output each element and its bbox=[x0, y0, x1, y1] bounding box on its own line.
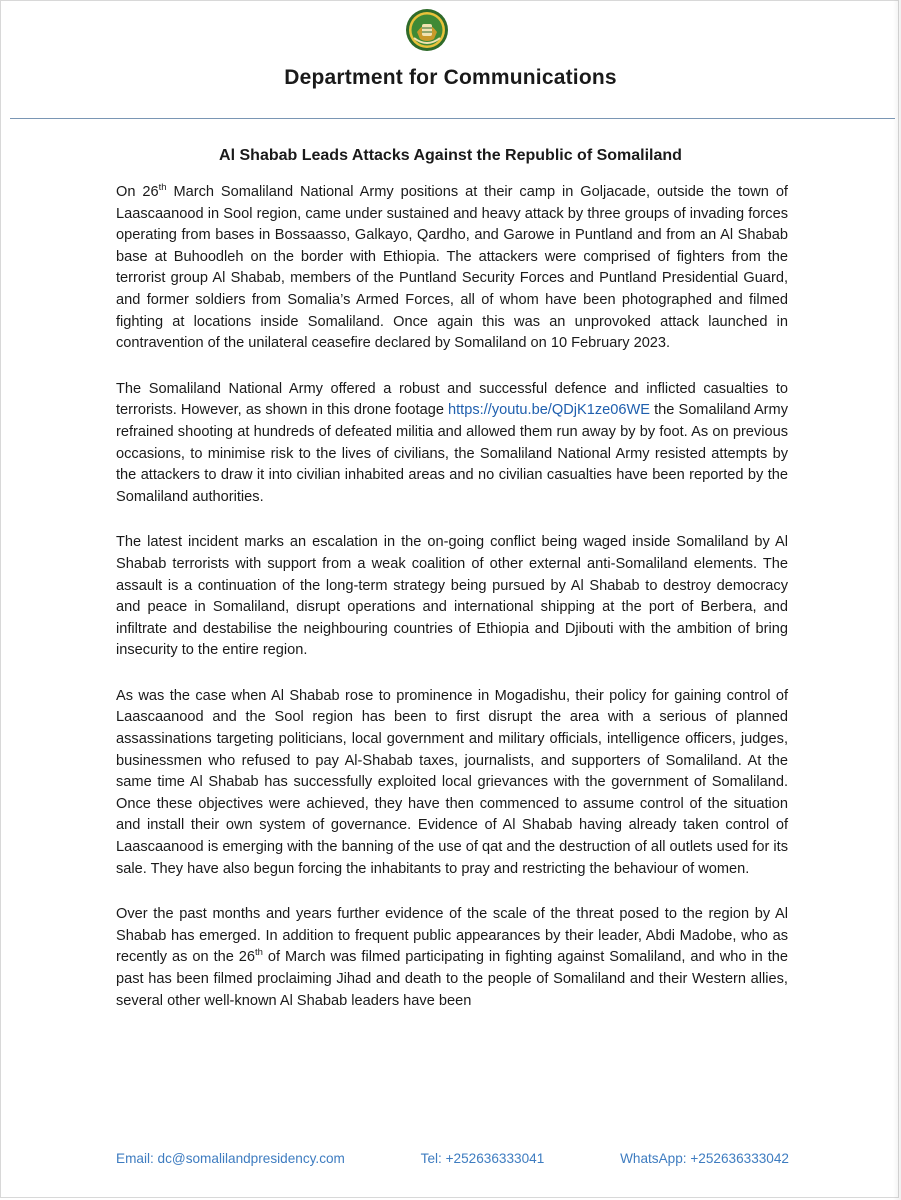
department-title: Department for Communications bbox=[284, 66, 617, 89]
paragraph-5 bbox=[116, 904, 788, 1012]
footer-tel[interactable]: Tel: +252636333041 bbox=[420, 1151, 545, 1166]
p1-ordinal: th bbox=[158, 182, 167, 194]
p1-text-b: March Somaliland National Army positions at their camp in Goljacade, outside the town of Laascaanood in Sool region, came under sustained and heavy attack by three groups of invading forces operating from bases in Bossaasso, Galkayo, Qardho, and Garowe in Puntland and from an Al Shabab base at Buhoodleh on the border with Ethiopia. The attackers were comprised of fighters from the terrorist group Al Shabab, members of the Puntland Security Forces and Puntland Presidential Guard, and former soldiers from Somalia’s Armed Forces, all of whom have been photographed and filmed fighting at locations inside Somaliland. Once again this was an unprovoked attack launched in contravention of the unilateral ceasefire declared by Somaliland on 10 February 2023. bbox=[116, 184, 788, 352]
footer-email[interactable]: Email: dc@somalilandpresidency.com bbox=[116, 1151, 345, 1166]
drone-footage-link[interactable]: https://youtu.be/QDjK1ze06WE bbox=[448, 402, 650, 419]
p5-ordinal: th bbox=[255, 947, 263, 959]
article-title: Al Shabab Leads Attacks Against the Republic of Somaliland bbox=[219, 147, 682, 164]
header-divider bbox=[10, 118, 895, 119]
p5-text-a: Over the past months and years further evidence of the scale of the threat posed to the region by Al Shabab has emerged. In addition to frequent public appearances by their leader, Abdi Madobe, who as recently as on the 26 bbox=[116, 906, 788, 966]
paragraph-4: As was the case when Al Shabab rose to prominence in Mogadishu, their policy for gaining control of Laascaanood and the Sool region has been to first disrupt the area with a serious of planned assassinations targeting politicians, local government and military officials, intelligence officers, judges, businessmen who refused to pay Al-Shabab taxes, journalists, and supporters of Somaliland. At the same time Al Shabab has successfully exploited local grievances with the government of Somaliland. Once these objectives were achieved, they have then commenced to assume control of the situation and install their own system of governance. Evidence of Al Shabab having already taken control of Laascaanood is emerging with the banning of the use of qat and the destruction of all outlets used for its sale. They have also begun forcing the inhabitants to pray and restricting the behaviour of women. bbox=[116, 687, 788, 877]
footer-whatsapp[interactable]: WhatsApp: +252636333042 bbox=[620, 1151, 789, 1166]
p2-text-b: the Somaliland Army refrained shooting at hundreds of defeated militia and allowed them run away by by foot. As on previous occasions, to minimise risk to the lives of civilians, the Somaliland National Army resisted attempts by the attackers to draw it into civilian inhabited areas and no civilian casualties have been reported by the Somaliland authorities. bbox=[116, 402, 788, 505]
p1-text-a: On 26 bbox=[116, 184, 159, 200]
page-edge-shadow bbox=[893, 0, 901, 1200]
article-body bbox=[116, 182, 788, 1036]
p5-text-b: of March was filmed participating in fighting against Somaliland, and who in the past has been filmed proclaiming Jihad and death to the people of Somaliland and their Western allies, several other well-known Al Shabab leaders have been bbox=[116, 949, 789, 1009]
paragraph-2 bbox=[116, 379, 788, 509]
paragraph-3: The latest incident marks an escalation in the on-going conflict being waged inside Somaliland by Al Shabab terrorists with support from a weak coalition of other external anti-Somaliland elements. The assault is a continuation of the long-term strategy being pursued by Al Shabab to destroy democracy and peace in Somaliland, disrupt operations and international shipping at the port of Berbera, and infiltrate and destabilise the neighbouring countries of Ethiopia and Djibouti with the ambition of bring insecurity to the entire region. bbox=[116, 534, 788, 659]
paragraph-1 bbox=[116, 182, 788, 355]
coat-of-arms-icon bbox=[405, 8, 449, 52]
contact-footer bbox=[116, 1151, 789, 1166]
p2-text-a: The Somaliland National Army offered a robust and successful defence and inflicted casualties to terrorists. However, as shown in this drone footage bbox=[116, 380, 788, 419]
